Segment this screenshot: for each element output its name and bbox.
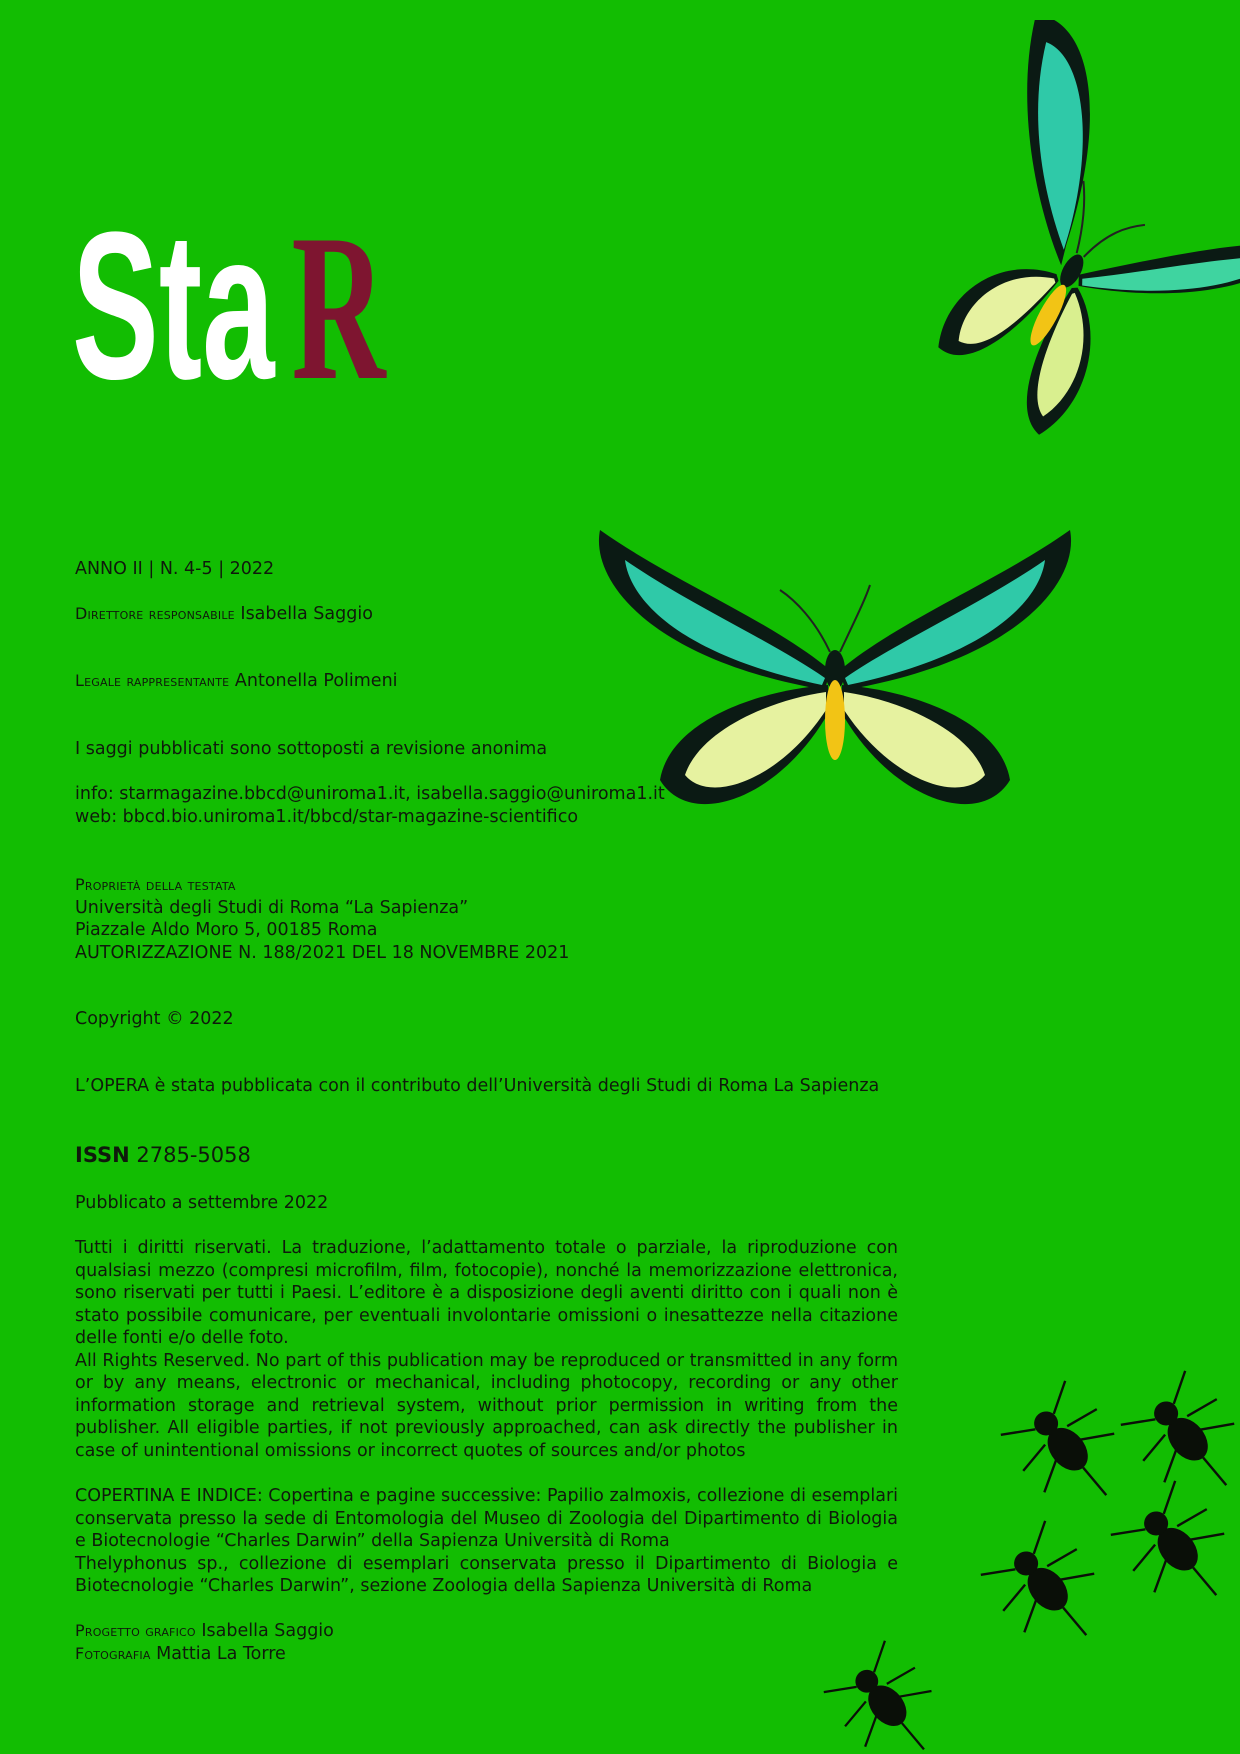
design-credit <box>75 1620 905 1643</box>
director-line <box>75 603 905 626</box>
contact-info: info: starmagazine.bbcd@uniroma1.it, isabella.saggio@uniroma1.it <box>75 784 665 804</box>
issn-line <box>75 1144 905 1167</box>
whip-scorpion-icon <box>980 1520 1100 1640</box>
ownership-block <box>75 874 905 964</box>
whip-scorpion-icon <box>1120 1370 1240 1490</box>
logo-main-text: Sta <box>72 190 275 390</box>
whip-scorpion-icon <box>1110 1480 1230 1600</box>
cover-credits-block <box>75 1485 898 1598</box>
legal-label: Legale rappresentante <box>75 671 230 690</box>
star-logo <box>72 190 392 390</box>
contribution-note: L’OPERA è stata pubblicata con il contributo dell’Università degli Studi di Roma La Sapienza <box>75 1076 880 1096</box>
review-note: I saggi pubblicati sono sottoposti a revisione anonima <box>75 739 548 759</box>
cover-credit-2: Thelyphonus sp., collezione di esemplari conservata presso il Dipartimento di Biologia e Biotecnologie “Charles Darwin”, sezione Zoologia della Sapienza Università di Roma <box>75 1553 898 1596</box>
photo-credit <box>75 1643 905 1666</box>
butterfly-icon <box>880 20 1240 480</box>
design-name: Isabella Saggio <box>201 1621 334 1641</box>
director-name: Isabella Saggio <box>240 604 373 624</box>
whip-scorpion-icon <box>1000 1380 1120 1500</box>
issue-line: ANNO II | N. 4-5 | 2022 <box>75 559 275 579</box>
contacts-block <box>75 783 905 828</box>
rights-english: All Rights Reserved. No part of this publication may be reproduced or transmitted in any form or by any means, electronic or mechanical, including photocopy, recording or any other information storage and retrieval system, without prior permission in writing from the publisher. All eligible parties, if not previously approached, can ask directly the publisher in case of unintentional omissions or incorrect quotes of sources and/or photos <box>75 1350 898 1461</box>
legal-name: Antonella Polimeni <box>234 671 398 691</box>
issn-value: 2785-5058 <box>136 1143 251 1167</box>
copyright: Copyright © 2022 <box>75 1009 234 1029</box>
ownership-line3: AUTORIZZAZIONE N. 188/2021 DEL 18 NOVEMBRE 2021 <box>75 942 570 963</box>
photo-label: Fotografia <box>75 1643 151 1663</box>
logo-accent-text: R <box>291 190 386 390</box>
design-label: Progetto grafico <box>75 1621 196 1640</box>
director-label: Direttore responsabile <box>75 604 235 623</box>
published-date: Pubblicato a settembre 2022 <box>75 1193 329 1213</box>
rights-block <box>75 1237 898 1462</box>
credits-block <box>75 1620 905 1665</box>
legal-line <box>75 670 905 693</box>
ownership-line1: Università degli Studi di Roma “La Sapienza” <box>75 897 469 918</box>
rights-italian: Tutti i diritti riservati. La traduzione, l’adattamento totale o parziale, la riproduzione con qualsiasi mezzo (compresi microfilm, film, fotocopie), nonché la memorizzazione elettronica, sono riservati per tutti i Paesi. L’editore è a disposizione degli aventi diritto con i quali non è stato possibile comunicare, per eventuali involontarie omissioni o inesattezze nella citazione delle fonti e/o delle foto. <box>75 1238 898 1348</box>
cover-credit-1: COPERTINA E INDICE: Copertina e pagine successive: Papilio zalmoxis, collezione di esemplari conservata presso la sede di Entomologia del Museo di Zoologia del Dipartimento di Biologia e Biotecnologie “Charles Darwin” della Sapienza Università di Roma <box>75 1486 898 1551</box>
ownership-line2: Piazzale Aldo Moro 5, 00185 Roma <box>75 920 378 940</box>
ownership-label: Proprietà della testata <box>75 875 236 894</box>
photo-name: Mattia La Torre <box>156 1643 286 1664</box>
issn-label: ISSN <box>75 1143 130 1167</box>
contact-web: web: bbcd.bio.uniroma1.it/bbcd/star-magazine-scientifico <box>75 806 579 827</box>
